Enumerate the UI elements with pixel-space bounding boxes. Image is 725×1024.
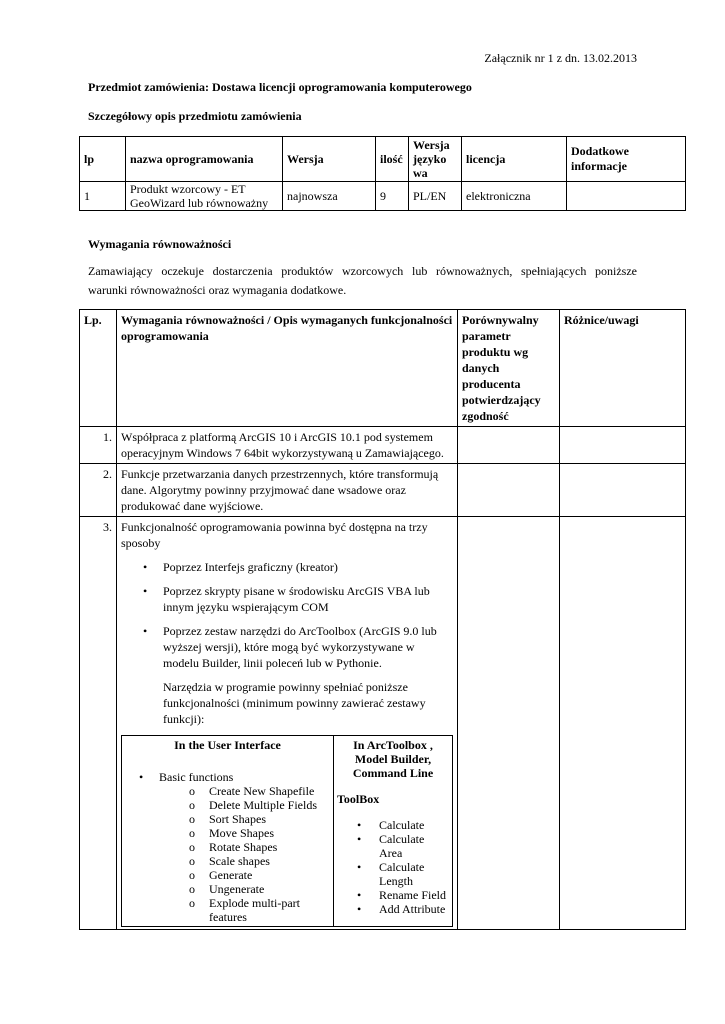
ui-list bbox=[125, 770, 330, 924]
req-row-diff bbox=[560, 427, 686, 464]
toolbox-header: In ArcToolbox , Model Builder, Command Line bbox=[352, 738, 434, 780]
row-lp: 1 bbox=[80, 182, 126, 211]
software-table bbox=[79, 136, 686, 211]
col-lang-label: Wersja językowa bbox=[413, 138, 450, 180]
col-name: nazwa oprogramowania bbox=[126, 137, 283, 182]
req-row-lp: 2. bbox=[80, 464, 117, 517]
toolbox-label: ToolBox bbox=[337, 792, 380, 806]
col-info: Dodatkowe informacje bbox=[567, 137, 686, 182]
req-col-lp: Lp. bbox=[80, 310, 117, 427]
col-license: licencja bbox=[462, 137, 567, 182]
list-item: • Poprzez zestaw narzędzi do ArcToolbox (ArcGIS 9.0 lub wyższej wersji), które mogą być wykorzystywane w modelu Builder, linii poleceń lub w Pythonie. bbox=[143, 623, 453, 671]
equivalence-paragraph-line2: warunki równoważności oraz wymagania dodatkowe. bbox=[88, 283, 347, 297]
row-name bbox=[126, 182, 283, 211]
list-item: o Scale shapes bbox=[189, 854, 330, 868]
software-table-header bbox=[80, 137, 686, 182]
equivalence-title: Wymagania równoważności bbox=[88, 237, 232, 251]
access-methods-list bbox=[121, 559, 453, 671]
req-col-param: Porównywalny parametr produktu wg danych producenta potwierdzający zgodność bbox=[458, 310, 560, 427]
basic-functions-list bbox=[159, 784, 330, 924]
col-lp: lp bbox=[80, 137, 126, 182]
req-row-diff bbox=[560, 464, 686, 517]
row-version: najnowsza bbox=[283, 182, 376, 211]
list-item: o Delete Multiple Fields bbox=[189, 798, 330, 812]
row-info bbox=[567, 182, 686, 211]
req-row-text: Funkcje przetwarzania danych przestrzennych, które transformują dane. Algorytmy powinny przyjmować dane wsadowe oraz produkować dane wyjściowe. bbox=[117, 464, 458, 517]
req-row-param bbox=[458, 464, 560, 517]
functions-table-header bbox=[122, 736, 453, 927]
list-item: o Sort Shapes bbox=[189, 812, 330, 826]
equivalence-paragraph-line1: Zamawiający oczekuje dostarczenia produktów wzorcowych lub równoważnych, spełniających poniższe bbox=[88, 264, 637, 278]
list-item bbox=[139, 770, 330, 924]
list-item: • Calculate bbox=[357, 818, 449, 832]
requirements-header bbox=[80, 310, 686, 427]
col-qty: ilość bbox=[376, 137, 409, 182]
req-row-text: Funkcjonalność oprogramowania powinna być dostępna na trzy sposoby bbox=[121, 520, 428, 550]
list-item: o Rotate Shapes bbox=[189, 840, 330, 854]
equivalence-paragraph bbox=[88, 262, 637, 300]
req-row-param bbox=[458, 517, 560, 930]
table-row bbox=[80, 182, 686, 211]
list-item: • Poprzez skrypty pisane w środowisku ArcGIS VBA lub innym języku wspierającym COM bbox=[143, 583, 453, 615]
list-item: • Calculate Length bbox=[357, 860, 449, 888]
row-name-line2: GeoWizard lub równoważny bbox=[130, 196, 269, 210]
req-row-content bbox=[117, 517, 458, 930]
req-col-desc: Wymagania równoważności / Opis wymaganych funkcjonalności oprogramowania bbox=[117, 310, 458, 427]
list-item: o Move Shapes bbox=[189, 826, 330, 840]
row-name-line1: Produkt wzorcowy - ET bbox=[130, 182, 246, 196]
list-item: • Calculate Area bbox=[357, 832, 449, 860]
list-item: • Rename Field bbox=[357, 888, 449, 902]
row-license: elektroniczna bbox=[462, 182, 567, 211]
attachment-note: Załącznik nr 1 z dn. 13.02.2013 bbox=[484, 51, 637, 65]
col-version: Wersja bbox=[283, 137, 376, 182]
toolbox-column bbox=[334, 736, 453, 927]
row-qty: 9 bbox=[376, 182, 409, 211]
table-row bbox=[80, 464, 686, 517]
col-lang bbox=[409, 137, 462, 182]
table-row bbox=[80, 517, 686, 930]
req-col-diff: Różnice/uwagi bbox=[560, 310, 686, 427]
req-row-lp: 1. bbox=[80, 427, 117, 464]
req-row-diff bbox=[560, 517, 686, 930]
requirements-table bbox=[79, 309, 686, 930]
list-item: o Generate bbox=[189, 868, 330, 882]
row-lang: PL/EN bbox=[409, 182, 462, 211]
functions-note: Narzędzia w programie powinny spełniać poniższe funkcjonalności (minimum powinny zawierać zestawy funkcji): bbox=[163, 680, 426, 726]
toolbox-list bbox=[337, 818, 449, 916]
list-item: o Ungenerate bbox=[189, 882, 330, 896]
req-row-lp: 3. bbox=[80, 517, 117, 930]
list-item: o Create New Shapefile bbox=[189, 784, 330, 798]
subject-title: Przedmiot zamówienia: Dostawa licencji oprogramowania komputerowego bbox=[88, 80, 472, 94]
table-row bbox=[80, 427, 686, 464]
req-row-param bbox=[458, 427, 560, 464]
list-item: o Explode multi-part features bbox=[189, 896, 330, 924]
list-item: • Add Attribute bbox=[357, 902, 449, 916]
ui-column bbox=[122, 736, 334, 927]
details-title: Szczegółowy opis przedmiotu zamówienia bbox=[88, 109, 302, 123]
req-row-text: Współpraca z platformą ArcGIS 10 i ArcGIS 10.1 pod systemem operacyjnym Windows 7 64bit wykorzystywaną u Zamawiającego. bbox=[117, 427, 458, 464]
ui-header: In the User Interface bbox=[174, 738, 281, 752]
functions-table bbox=[121, 735, 453, 927]
list-item: • Poprzez Interfejs graficzny (kreator) bbox=[143, 559, 453, 575]
basic-functions-label: Basic functions bbox=[159, 770, 234, 784]
